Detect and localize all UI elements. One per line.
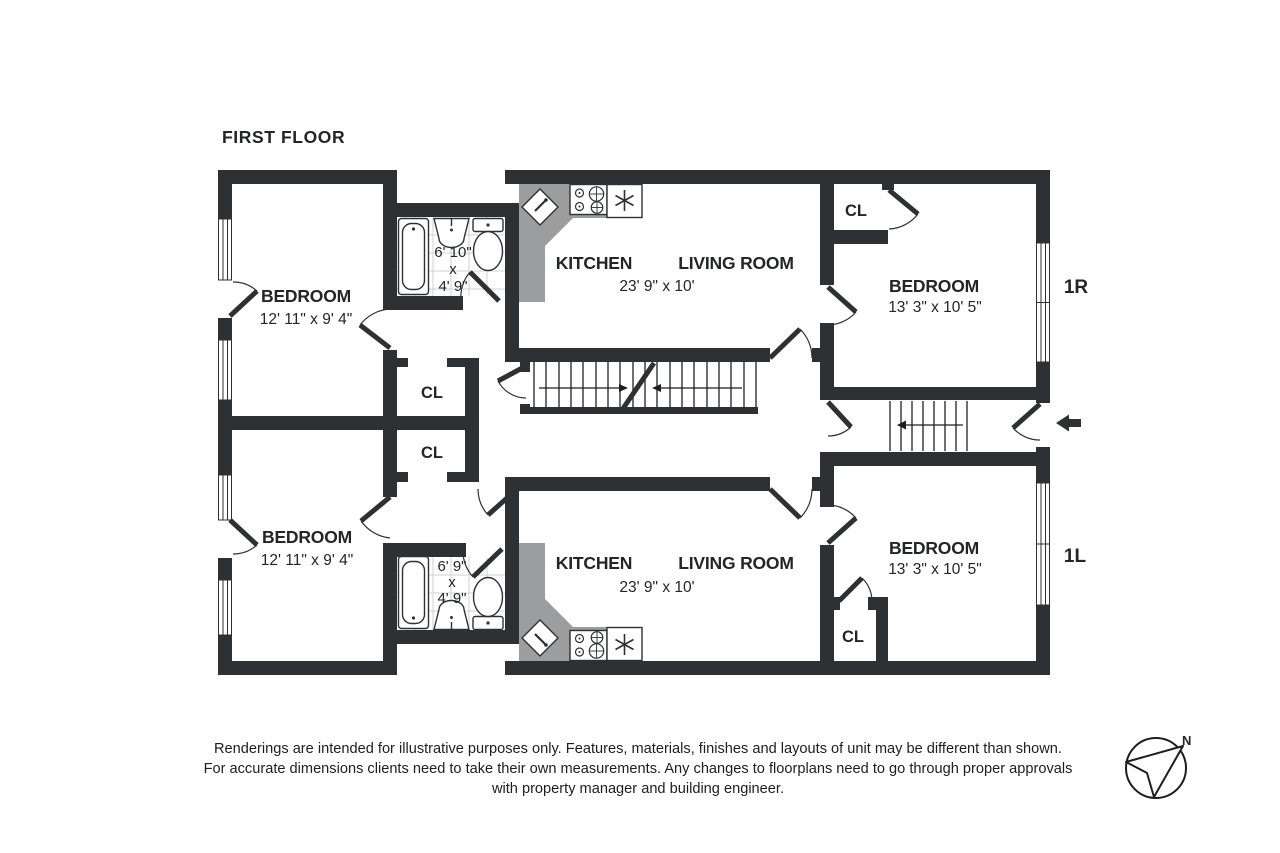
room-label-kitchen-top: KITCHEN: [555, 253, 633, 273]
bath-top-dim-height: 4' 9": [438, 278, 468, 295]
bathtub-icon: [399, 219, 429, 295]
walls: [218, 170, 1050, 675]
door: [828, 402, 851, 436]
fridge-icon: [607, 628, 642, 661]
toilet-icon: [473, 578, 503, 630]
disclaimer-line-2: For accurate dimensions clients need to take their own measurements. Any changes to floorplans need to go through proper approvals: [203, 761, 1073, 777]
disclaimer-line-3: with property manager and building engineer.: [491, 781, 785, 797]
door: [839, 578, 872, 601]
room-dims-bedroom-left-top: 12' 11" x 9' 4": [259, 311, 353, 328]
bathtub-icon: [399, 557, 429, 629]
door: [889, 190, 918, 229]
entry-arrow-icon: [1056, 415, 1081, 432]
room-label-bedroom-left-bottom: BEDROOM: [262, 527, 352, 547]
room-label-bedroom-right-top: BEDROOM: [889, 276, 979, 296]
stove-icon: [570, 631, 607, 661]
closet-label-middle-upper: CL: [421, 384, 443, 402]
stove-icon: [570, 185, 607, 215]
room-label-bedroom-left-top: BEDROOM: [261, 286, 351, 306]
unit-label-1r: 1R: [1063, 277, 1089, 298]
main-staircase: [522, 362, 758, 414]
compass-icon: [1126, 733, 1191, 798]
room-dims-living-bottom: 23' 9" x 10': [619, 579, 695, 596]
room-dims-living-top: 23' 9" x 10': [619, 278, 695, 295]
room-dims-bedroom-left-bottom: 12' 11" x 9' 4": [260, 552, 354, 569]
bath-bottom-dim-width: 6' 9": [437, 558, 467, 575]
room-dims-bedroom-right-bottom: 13' 3" x 10' 5": [888, 561, 982, 578]
door: [230, 520, 257, 554]
bath-bottom-dim-sep: x: [448, 574, 456, 591]
room-label-living-bottom: LIVING ROOM: [678, 553, 794, 573]
fridge-icon: [607, 185, 642, 218]
bath-top-dim-width: 6' 10": [434, 244, 472, 261]
room-label-kitchen-bottom: KITCHEN: [555, 553, 633, 573]
page-title: FIRST FLOOR: [222, 127, 346, 147]
door: [1013, 404, 1040, 440]
bath-bottom-dim-height: 4' 9": [437, 590, 467, 607]
room-dims-bedroom-right-top: 13' 3" x 10' 5": [888, 299, 982, 316]
entry-staircase: [890, 401, 967, 451]
stair-direction-arrow: [652, 384, 742, 392]
closet-label-bottom-right: CL: [842, 628, 864, 646]
toilet-icon: [473, 219, 503, 271]
closet-label-middle-lower: CL: [421, 444, 443, 462]
room-label-bedroom-right-bottom: BEDROOM: [889, 538, 979, 558]
door: [230, 282, 257, 316]
stair-direction-arrow: [897, 421, 963, 430]
north-label: N: [1182, 733, 1192, 748]
closet-label-top-right: CL: [845, 202, 867, 220]
unit-label-1l: 1L: [1063, 546, 1087, 567]
room-label-living-top: LIVING ROOM: [678, 253, 794, 273]
door: [770, 489, 812, 518]
door: [498, 366, 526, 398]
disclaimer-line-1: Renderings are intended for illustrative purposes only. Features, materials, finishes and layouts of unit may be different than shown.: [214, 741, 1062, 757]
bath-top-dim-sep: x: [449, 261, 457, 278]
